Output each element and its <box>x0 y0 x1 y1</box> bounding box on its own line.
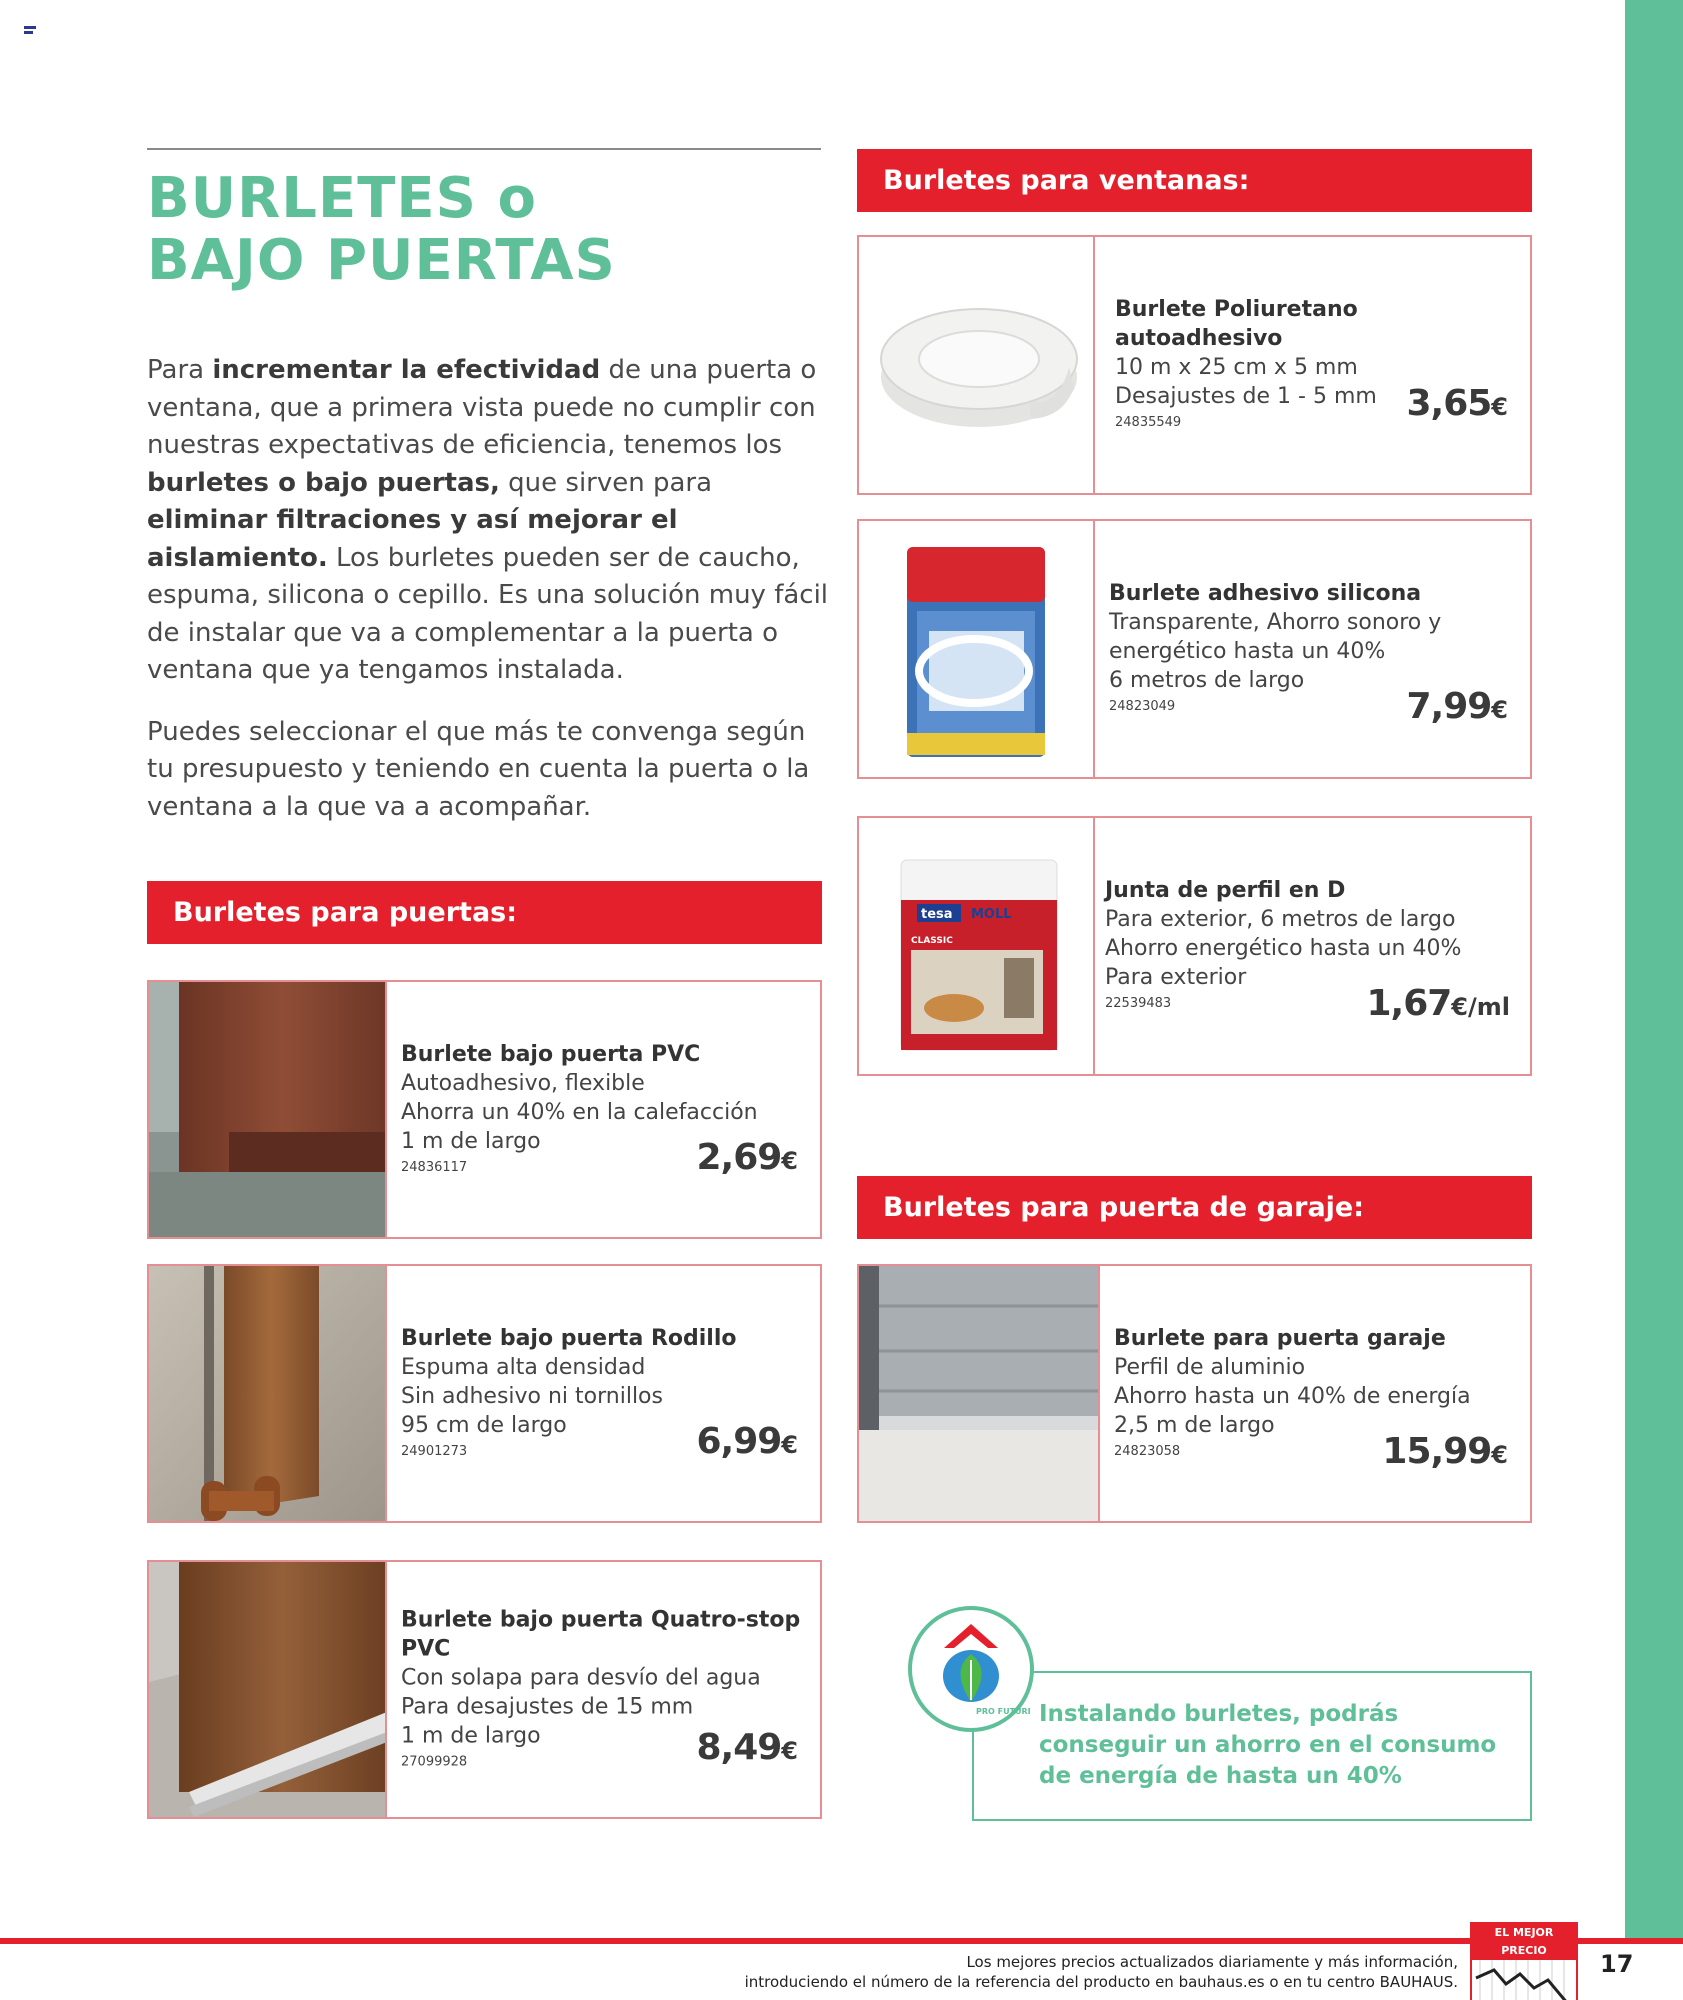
product-name: Burlete adhesivo silicona <box>1109 581 1422 606</box>
footer-note <box>745 1952 1458 1992</box>
price-value: 7,99 <box>1406 686 1492 727</box>
door-roller-image <box>149 1266 387 1521</box>
product-image <box>859 237 1095 493</box>
section-doors-header: Burletes para puertas: <box>147 881 822 944</box>
product-ref: 24835549 <box>1115 415 1182 430</box>
product-line: 1 m de largo <box>401 1723 541 1748</box>
product-card[interactable] <box>147 980 822 1239</box>
product-image <box>149 982 387 1237</box>
product-text <box>401 1324 737 1464</box>
classic-label: CLASSIC <box>911 936 953 946</box>
intro-text-g: Los burletes pueden ser de caucho, espuma, silicona o cepillo. Es una solución muy fácil de instalar que va a complementar a la puerta o ventana que ya tengamos instalada. <box>147 542 829 685</box>
product-info <box>387 1266 820 1521</box>
product-line: Autoadhesivo, flexible <box>401 1070 645 1096</box>
product-ref: 22539483 <box>1105 996 1172 1011</box>
price-value: 15,99 <box>1382 1431 1492 1472</box>
tesa-moll-pack-image <box>859 818 1095 1074</box>
intro-bold-f: eliminar filtraciones y así mejorar el aislamiento. <box>147 505 678 573</box>
price-unit: €/ml <box>1451 993 1510 1021</box>
product-price <box>696 1421 798 1462</box>
price-unit: € <box>1491 393 1508 421</box>
footer-rule <box>0 1938 1683 1944</box>
product-name: Burlete para puerta garaje <box>1114 1325 1446 1351</box>
title-rule <box>147 148 821 150</box>
intro-bold-b: incrementar la efectividad <box>212 355 601 385</box>
product-line: Ahorro energético hasta un 40% <box>1105 936 1462 961</box>
product-ref: 24901273 <box>401 1443 468 1459</box>
product-name: Burlete bajo puerta PVC <box>401 1041 701 1067</box>
product-line: Para exterior <box>1105 965 1247 990</box>
product-name: Burlete Poliuretano autoadhesivo <box>1115 297 1358 351</box>
footer-line-2: introduciendo el número de la referencia del producto en bauhaus.es o en tu centro BAUHAUS. <box>744 1973 1458 1991</box>
product-price <box>1366 983 1510 1024</box>
product-line: energético hasta un 40% <box>1109 639 1386 664</box>
product-info <box>387 1562 820 1817</box>
product-line: Para exterior, 6 metros de largo <box>1105 907 1456 932</box>
price-chart-icon <box>1472 1960 1576 2000</box>
product-line: Transparente, Ahorro sonoro y <box>1109 610 1442 635</box>
pro-future-badge <box>908 1606 1034 1732</box>
product-line: Espuma alta densidad <box>401 1354 646 1380</box>
product-ref: 24836117 <box>401 1159 468 1175</box>
product-line: Con solapa para desvío del agua <box>401 1665 761 1690</box>
product-ref: 24823049 <box>1109 699 1176 714</box>
best-price-logo <box>1470 1922 1578 2000</box>
intro-text <box>147 352 837 850</box>
product-image <box>149 1266 387 1521</box>
price-unit: € <box>1491 696 1508 724</box>
tesa-brand: tesa <box>921 907 953 922</box>
best-price-label: EL MEJOR PRECIO <box>1472 1924 1576 1960</box>
intro-paragraph-1 <box>147 352 837 690</box>
intro-text-c: de una puerta o ventana, que a primera vista puede no cumplir con nuestras expectativas de eficiencia, tenemos los <box>147 355 817 460</box>
product-card[interactable] <box>857 1264 1532 1523</box>
product-price <box>1406 383 1508 424</box>
product-name: Burlete bajo puerta Quatro-stop PVC <box>401 1607 801 1661</box>
product-line: Desajustes de 1 - 5 mm <box>1115 384 1377 409</box>
title-line-1: BURLETES o <box>147 166 537 231</box>
product-ref: 24823058 <box>1114 1443 1181 1459</box>
silicone-pack-image <box>859 521 1095 777</box>
product-card[interactable] <box>857 235 1532 495</box>
price-value: 1,67 <box>1366 983 1452 1024</box>
product-info <box>1095 818 1530 1074</box>
product-image <box>859 521 1095 777</box>
page-number: 17 <box>1600 1950 1634 1978</box>
intro-text-e: que sirven para <box>499 467 713 498</box>
product-image <box>859 818 1095 1074</box>
product-name: Burlete bajo puerta Rodillo <box>401 1325 737 1351</box>
price-value: 2,69 <box>696 1137 782 1178</box>
corner-mark <box>24 26 36 36</box>
product-info <box>1100 1266 1530 1521</box>
product-card[interactable] <box>147 1264 822 1523</box>
product-info <box>1095 237 1530 493</box>
product-line: Ahorra un 40% en la calefacción <box>401 1099 758 1125</box>
section-windows-header: Burletes para ventanas: <box>857 149 1532 212</box>
price-value: 8,49 <box>696 1727 782 1768</box>
product-line: 2,5 m de largo <box>1114 1412 1275 1438</box>
leaf-icon <box>912 1610 1030 1728</box>
door-pvc-image <box>149 982 387 1237</box>
product-price <box>1406 686 1508 727</box>
side-color-strip <box>1625 0 1683 1940</box>
product-line: Perfil de aluminio <box>1114 1354 1306 1380</box>
product-line: 10 m x 25 cm x 5 mm <box>1115 355 1358 380</box>
price-unit: € <box>1491 1441 1508 1469</box>
price-unit: € <box>781 1737 798 1765</box>
garage-door-image <box>859 1266 1100 1521</box>
intro-text-a: Para <box>147 355 213 385</box>
footer-line-1: Los mejores precios actualizados diariamente y más información, <box>966 1953 1458 1971</box>
intro-bold-d: burletes o bajo puertas, <box>147 467 500 498</box>
product-image <box>149 1562 387 1817</box>
intro-paragraph-2: Puedes seleccionar el que más te convenga según tu presupuesto y teniendo en cuenta la puerta o la ventana a la que va a acompañar. <box>147 716 810 822</box>
door-quatro-image <box>149 1562 387 1817</box>
eco-text: Instalando burletes, podrás conseguir un ahorro en el consumo de energía de hasta un 40% <box>1039 1701 1497 1789</box>
product-price <box>696 1137 798 1178</box>
moll-brand: MOLL <box>971 907 1012 922</box>
eco-info-box <box>972 1671 1532 1821</box>
product-price <box>1382 1431 1508 1472</box>
product-line: Sin adhesivo ni tornillos <box>401 1383 663 1409</box>
product-card[interactable] <box>857 816 1532 1076</box>
product-line: Para desajustes de 15 mm <box>401 1694 694 1719</box>
product-text <box>1109 579 1441 719</box>
product-card[interactable] <box>147 1560 822 1819</box>
product-ref: 27099928 <box>401 1754 468 1769</box>
page-title <box>147 168 827 292</box>
product-info <box>387 982 820 1237</box>
badge-label: PRO FUTURE <box>976 1707 1030 1716</box>
product-line: Ahorro hasta un 40% de energía <box>1114 1383 1471 1409</box>
product-line: 1 m de largo <box>401 1128 541 1154</box>
product-image <box>859 1266 1100 1521</box>
price-unit: € <box>781 1147 798 1175</box>
product-info <box>1095 521 1530 777</box>
price-value: 3,65 <box>1406 383 1492 424</box>
product-card[interactable] <box>857 519 1532 779</box>
product-line: 6 metros de largo <box>1109 668 1305 693</box>
title-line-2: BAJO PUERTAS <box>147 228 616 293</box>
product-line: 95 cm de largo <box>401 1412 567 1438</box>
price-value: 6,99 <box>696 1421 782 1462</box>
product-price <box>696 1727 798 1768</box>
product-name: Junta de perfil en D <box>1105 878 1346 903</box>
price-unit: € <box>781 1431 798 1459</box>
foam-roll-image <box>859 237 1095 493</box>
section-garage-header: Burletes para puerta de garaje: <box>857 1176 1532 1239</box>
